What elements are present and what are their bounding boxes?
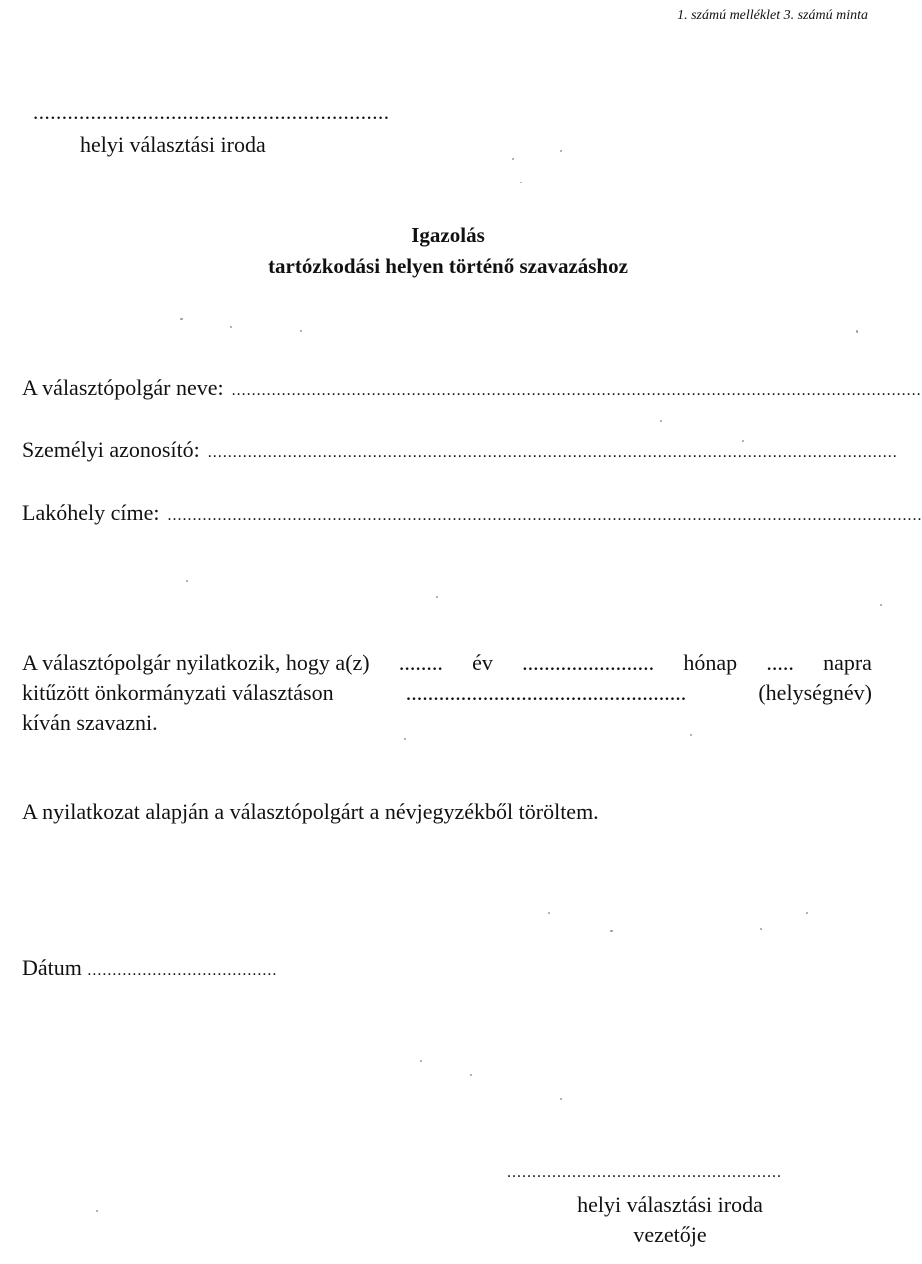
address-field <box>22 500 922 526</box>
personal-id-blank: .......................................................................................................................................... <box>207 444 898 461</box>
address-label: Lakóhely címe: <box>22 500 160 525</box>
settlement-label: (helységnév) <box>758 680 872 705</box>
date-blank: ...................................... <box>87 962 278 979</box>
declaration-text: A választópolgár nyilatkozik, hogy a(z) <box>22 650 370 675</box>
document-subtitle: tartózkodási helyen történő szavazáshoz <box>268 254 628 278</box>
document-title: Igazolás <box>411 223 485 247</box>
declaration-line-3: kíván szavazni. <box>22 710 158 735</box>
day-label: napra <box>823 650 872 675</box>
month-blank: ........................ <box>522 650 655 675</box>
voter-name-blank: .......................................................................................................................................... <box>231 382 922 399</box>
month-label: hónap <box>683 650 738 675</box>
declaration-line-1 <box>22 648 872 678</box>
signature-line: ....................................................... <box>507 1164 782 1181</box>
day-blank: ..... <box>766 650 794 675</box>
date-field <box>22 955 277 981</box>
personal-id-label: Személyi azonosító: <box>22 437 200 462</box>
declaration-paragraph <box>22 648 872 738</box>
signature-label-office: helyi választási iroda <box>577 1192 763 1217</box>
election-text: kitűzött önkormányzati választáson <box>22 680 334 705</box>
issuer-label: helyi választási iroda <box>80 132 266 157</box>
issuer-dotted-line: .............................................................. <box>33 100 390 124</box>
voter-name-field <box>22 375 922 401</box>
address-blank: ....................................................................................................................................................... <box>167 507 922 524</box>
year-blank: ........ <box>398 650 443 675</box>
signature-label-head: vezetője <box>633 1222 707 1247</box>
declaration-line-2 <box>22 678 872 708</box>
personal-id-field <box>22 437 898 463</box>
date-label: Dátum <box>22 955 82 980</box>
annex-reference: 1. számú melléklet 3. számú minta <box>677 8 868 23</box>
voter-name-label: A választópolgár neve: <box>22 375 224 400</box>
year-label: év <box>472 650 493 675</box>
removal-statement: A nyilatkozat alapján a választópolgárt a névjegyzékből töröltem. <box>22 799 599 824</box>
settlement-blank: ................................................... <box>405 680 687 705</box>
